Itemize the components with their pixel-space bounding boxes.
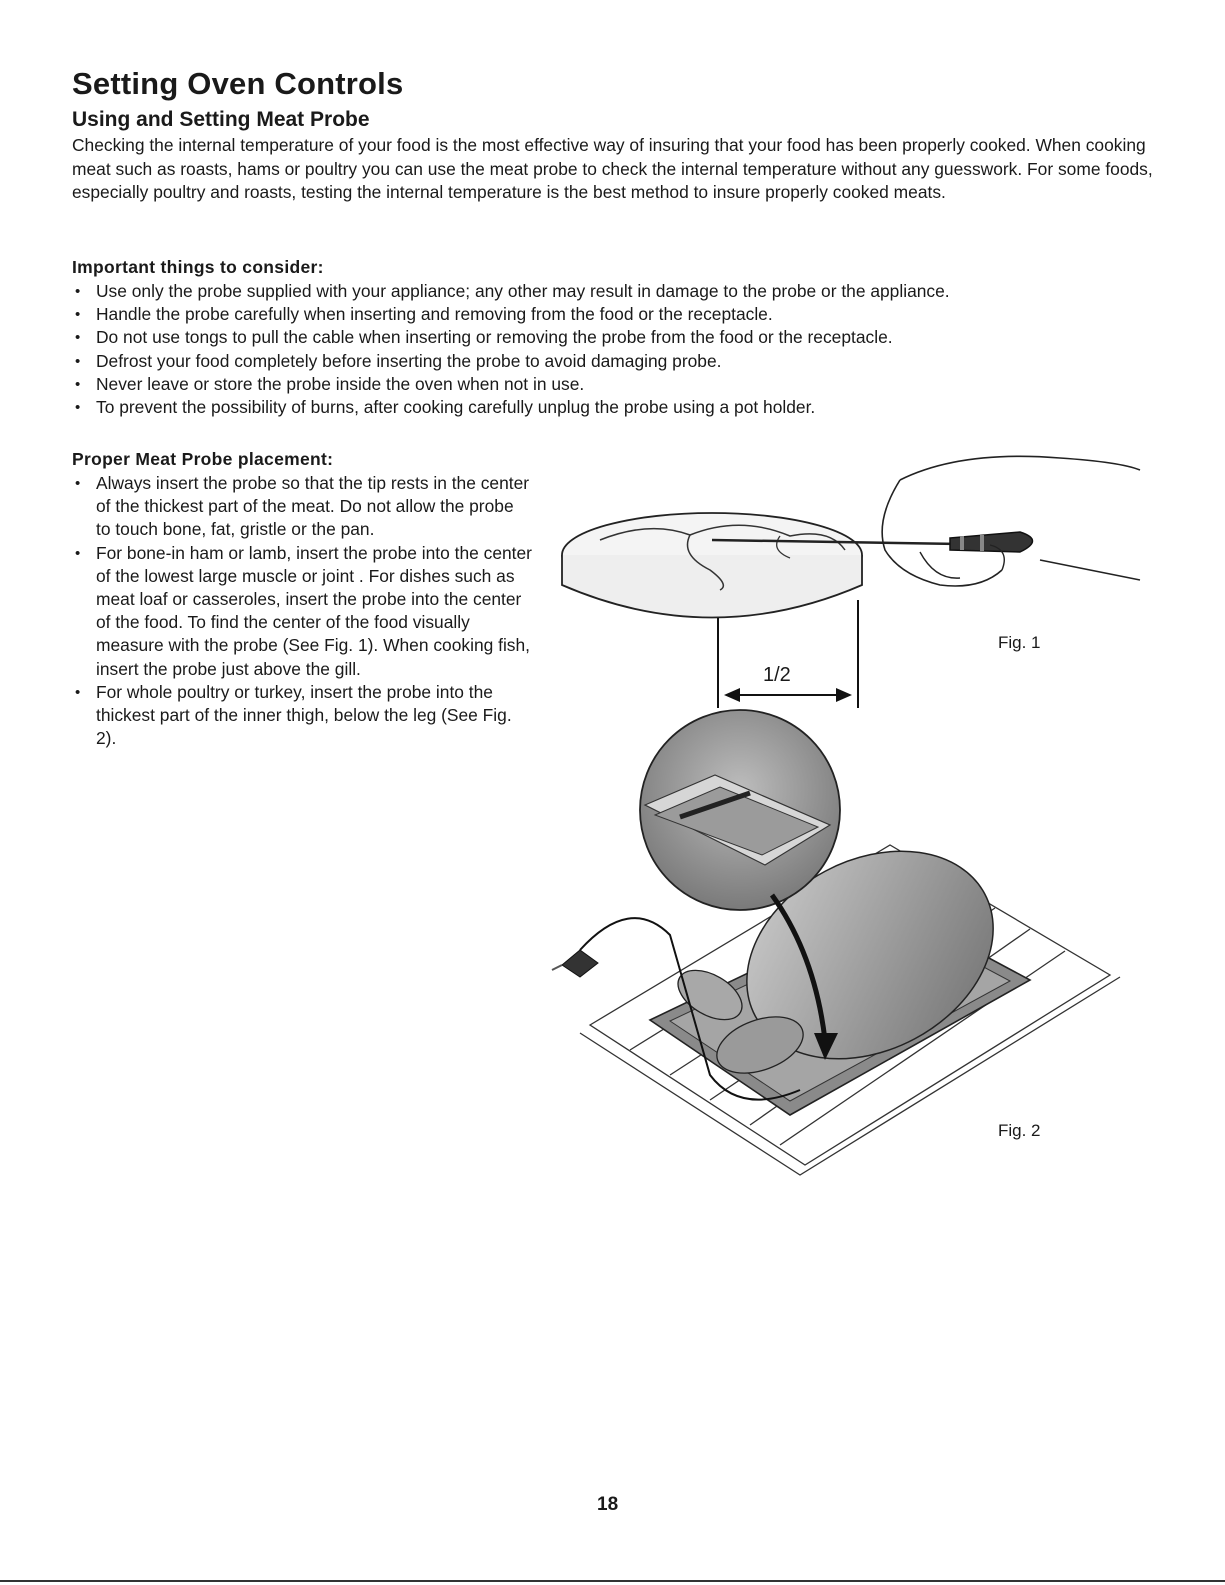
list-item: • For whole poultry or turkey, insert the probe into the thickest part of the inner thigh, below the leg (See Fig. 2). xyxy=(72,681,532,751)
bottom-rule xyxy=(0,1580,1225,1582)
intro-paragraph: Checking the internal temperature of your food is the most effective way of insuring that your food has been properly cooked. When cooking meat such as roasts, hams or poultry you can use the meat probe to check the internal temperature without any guesswork. For some foods, especially poultry and roasts, testing the internal temperature is the best method to insure properly cooked meats. xyxy=(72,135,1153,202)
zoom-detail-circle xyxy=(640,710,840,910)
figure-2-poultry-probe xyxy=(540,715,1130,1175)
list-item: • Use only the probe supplied with your appliance; any other may result in damage to the probe or the appliance. xyxy=(72,280,1172,303)
hand-illustration xyxy=(882,456,1140,586)
considerations-heading: Important things to consider: xyxy=(72,257,324,277)
list-item: • Do not use tongs to pull the cable when inserting or removing the probe from the food or the receptacle. xyxy=(72,326,1172,349)
roast-illustration xyxy=(562,513,862,618)
figure-1-roast-probe xyxy=(540,440,1160,720)
list-item: • For bone-in ham or lamb, insert the probe into the center of the lowest large muscle or joint . For dishes such as meat loaf or casseroles, insert the probe into the center of the food. To find the center of the food visually measure with the probe (See Fig. 1). When cooking fish, insert the probe just above the gill. xyxy=(72,542,532,681)
list-item: • Defrost your food completely before inserting the probe to avoid damaging probe. xyxy=(72,350,1172,373)
list-item: • Handle the probe carefully when inserting and removing from the food or the receptacle. xyxy=(72,303,1172,326)
considerations-list xyxy=(72,280,1172,419)
page-number: 18 xyxy=(597,1494,619,1515)
list-item: • Always insert the probe so that the tip rests in the center of the thickest part of the meat. Do not allow the probe to touch bone, fat, gristle or the pan. xyxy=(72,472,532,542)
page-title: Setting Oven Controls xyxy=(72,66,404,101)
section-heading: Using and Setting Meat Probe xyxy=(72,108,370,131)
fig1-caption: Fig. 1 xyxy=(998,633,1041,652)
fig2-caption: Fig. 2 xyxy=(998,1121,1041,1140)
list-item: • To prevent the possibility of burns, after cooking carefully unplug the probe using a pot holder. xyxy=(72,396,1172,419)
placement-list xyxy=(72,472,532,750)
placement-heading: Proper Meat Probe placement: xyxy=(72,449,334,469)
fig1-measure-label: 1/2 xyxy=(763,664,791,686)
list-item: • Never leave or store the probe inside the oven when not in use. xyxy=(72,373,1172,396)
